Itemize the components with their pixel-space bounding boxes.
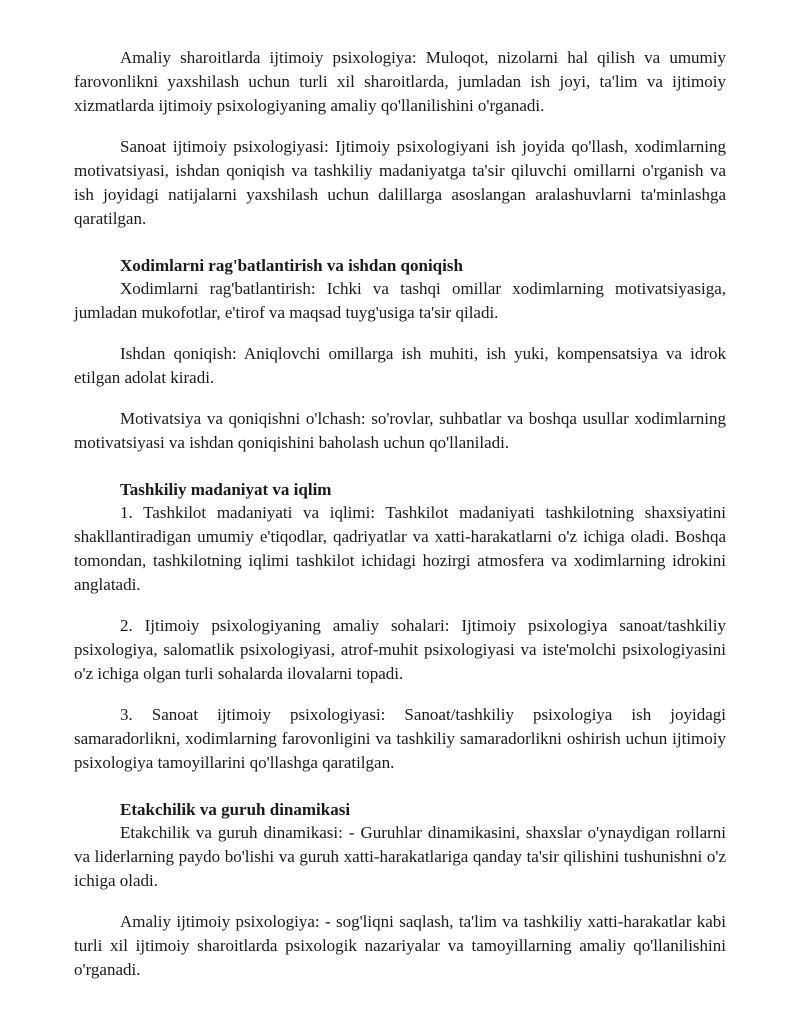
paragraph-applied-settings: Amaliy sharoitlarda ijtimoiy psixologiya: Muloqot, nizolarni hal qilish va umumiy farovonlikni yaxshilash uchun turli xil sharoitlarda, jumladan ish joyi, ta'lim va ijtimoiy xizmatlarda ijtimoiy psixologiyaning amaliy qo'llanilishini o'rganadi. (74, 48, 726, 115)
document-page (74, 46, 726, 999)
heading-leadership-group-dynamics: Etakchilik va guruh dinamikasi (120, 800, 351, 819)
paragraph-industrial-social-psychology: Sanoat ijtimoiy psixologiyasi: Ijtimoiy psixologiyani ish joyida qo'llash, xodimlarning motivatsiyasi, ishdan qoniqish va tashkiliy madaniyatga ta'sir qiluvchi omillarni o'rganish va ish joyidagi natijalarni yaxshilash uchun dalillarga asoslangan aralashuvlarni ta'minlashga qaratilgan. (74, 137, 726, 228)
heading-organizational-culture: Tashkiliy madaniyat va iqlim (120, 480, 332, 499)
paragraph-measuring-motivation: Motivatsiya va qoniqishni o'lchash: so'rovlar, suhbatlar va boshqa usullar xodimlarning motivatsiyasi va ishdan qoniqishini baholash uchun qo'llaniladi. (74, 409, 726, 452)
paragraph-employee-motivation: Xodimlarni rag'batlantirish: Ichki va tashqi omillar xodimlarning motivatsiyasiga, jumladan mukofotlar, e'tirof va maqsad tuyg'usiga ta'sir qiladi. (74, 279, 726, 322)
paragraph-industrial-psychology: 3. Sanoat ijtimoiy psixologiyasi: Sanoat/tashkiliy psixologiya ish joyidagi samaradorlikni, xodimlarning farovonligini va tashkiliy samaradorlikni oshirish uchun ijtimoiy psixologiya tamoyillarini qo'llashga qaratilgan. (74, 705, 726, 772)
paragraph-applied-fields: 2. Ijtimoiy psixologiyaning amaliy sohalari: Ijtimoiy psixologiya sanoat/tashkiliy psixologiya, salomatlik psixologiyasi, atrof-muhit psixologiyasi va iste'molchi psixologiyasini o'z ichiga olgan turli sohalarda ilovalarni topadi. (74, 616, 726, 683)
paragraph-applied-social-psychology: Amaliy ijtimoiy psixologiya: - sog'liqni saqlash, ta'lim va tashkiliy xatti-harakatlar kabi turli xil ijtimoiy sharoitlarda psixologik nazariyalar va tamoyillarning amaliy qo'llanilishini o'rganadi. (74, 912, 726, 979)
paragraph-org-culture-climate: 1. Tashkilot madaniyati va iqlimi: Tashkilot madaniyati tashkilotning shaxsiyatini shakllantiradigan umumiy e'tiqodlar, qadriyatlar va xatti-harakatlarni o'z ichiga oladi. Boshqa tomondan, tashkilotning iqlimi tashkilot ichidagi hozirgi atmosfera va xodimlarning idrokini anglatadi. (74, 503, 726, 594)
heading-employee-motivation: Xodimlarni rag'batlantirish va ishdan qoniqish (120, 256, 463, 275)
paragraph-job-satisfaction: Ishdan qoniqish: Aniqlovchi omillarga ish muhiti, ish yuki, kompensatsiya va idrok etilgan adolat kiradi. (74, 344, 726, 387)
paragraph-leadership-group-dynamics: Etakchilik va guruh dinamikasi: - Guruhlar dinamikasini, shaxslar o'ynaydigan rollarni va liderlarning paydo bo'lishi va guruh xatti-harakatlariga qanday ta'sir qilishini tushunishni o'z ichiga oladi. (74, 823, 726, 890)
